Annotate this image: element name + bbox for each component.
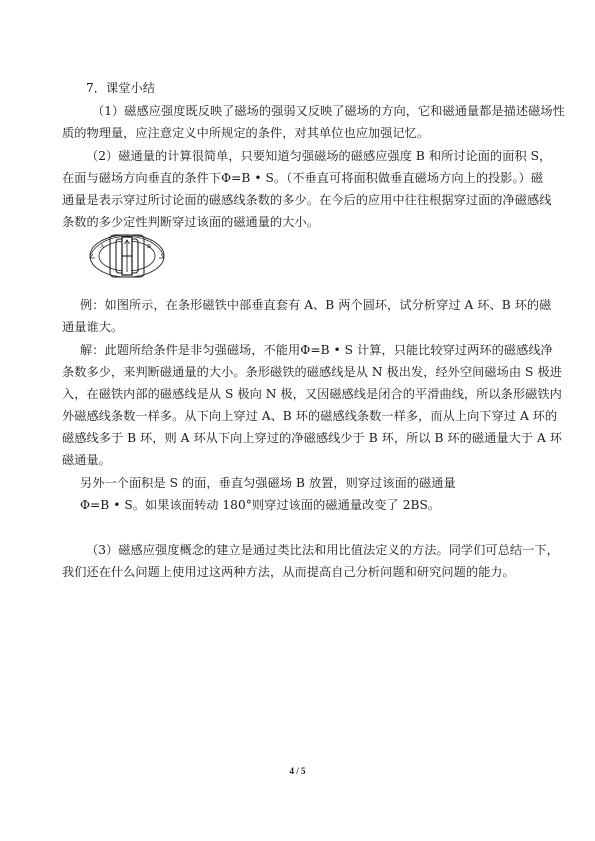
- section-heading: 7．课堂小结: [86, 81, 155, 95]
- ring-a-label: A: [100, 244, 105, 250]
- ring-b-label: B: [147, 244, 152, 250]
- solution-line-6: 磁通量。: [62, 453, 111, 467]
- example-line-1: 例：如图所示，在条形磁铁中部垂直套有 A、B 两个圆环，试分析穿过 A 环、B 环的磁: [80, 298, 552, 312]
- solution-line-3: 入，在磁铁内部的磁感线是从 S 极向 N 极，又因磁感线是闭合的平滑曲线，所以条形磁铁内: [62, 387, 562, 401]
- page-number: 4 / 5: [289, 766, 306, 776]
- solution-line-2: 条数多少，来判断磁通量的大小。条形磁铁的磁感线是从 N 极出发，经外空间磁场由 S 极进: [62, 365, 562, 379]
- solution-line-5: 磁感线多于 B 环，则 A 环从下向上穿过的净磁感线少于 B 环，所以 B 环的磁通量大于 A 环: [62, 431, 563, 445]
- paragraph-3-line-2: 我们还在什么问题上使用过这两种方法，从而提高自己分析问题和研究问题的能力。: [62, 565, 515, 579]
- bar-magnet-rings-figure: [88, 232, 166, 282]
- solution-line-1: 解：此题所给条件是非匀强磁场，不能用Φ=B • S 计算，只能比较穿过两环的磁感线净: [80, 343, 553, 357]
- extra-line-1: 另外一个面积是 S 的面，垂直匀强磁场 B 放置，则穿过该面的磁通量: [80, 476, 456, 490]
- paragraph-3-line-1: （3）磁感应强度概念的建立是通过类比法和用比值法定义的方法。同学们可总结一下，: [86, 543, 559, 557]
- solution-line-4: 外磁感线条数一样多。从下向上穿过 A、B 环的磁感线条数一样多，而从上向下穿过 A 环的: [62, 409, 558, 423]
- example-line-2: 通量谁大。: [62, 320, 124, 334]
- paragraph-2-line-4: 条数的多少定性判断穿过该面的磁通量的大小。: [62, 215, 319, 229]
- paragraph-2-line-1: （2）磁通量的计算很简单，只要知道匀强磁场的磁感应强度 B 和所讨论面的面积 S，: [86, 149, 552, 163]
- paragraph-2-line-2: 在面与磁场方向垂直的条件下Φ=B • S。（不垂直可将面积做垂直磁场方向上的投影。）磁: [62, 171, 544, 185]
- paragraph-1-line-1: （1）磁感应强度既反映了磁场的强弱又反映了磁场的方向，它和磁通量都是描述磁场性: [92, 104, 565, 118]
- paragraph-2-line-3: 通量是表示穿过所讨论面的磁感线条数的多少。在今后的应用中往往根据穿过面的净磁感线: [62, 193, 552, 207]
- paragraph-1-line-2: 质的物理量，应注意定义中所规定的条件，对其单位也应加强记忆。: [62, 126, 430, 140]
- extra-line-2: Φ=B • S。如果该面转动 180°则穿过该面的磁通量改变了 2BS。: [80, 498, 441, 512]
